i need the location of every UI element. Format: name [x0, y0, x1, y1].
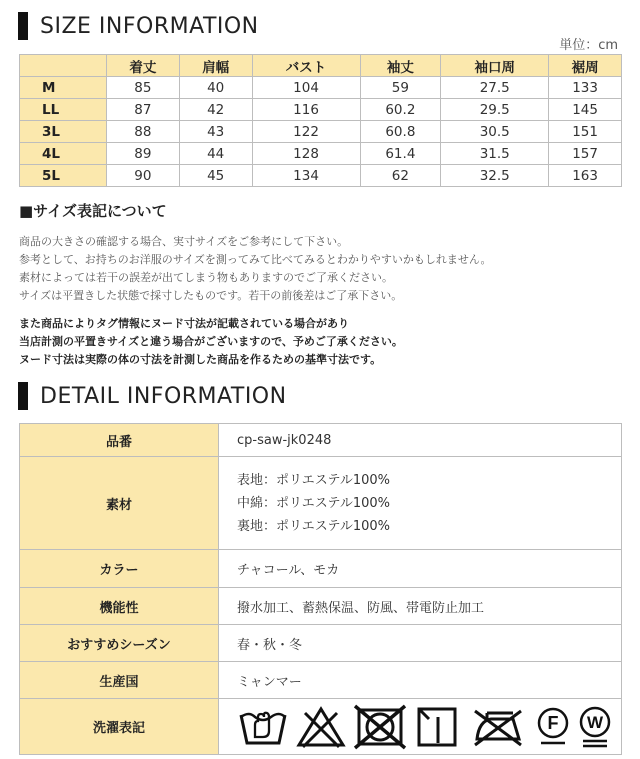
function-value: 撥水加工、蓄熱保温、防風、帯電防止加工: [219, 588, 622, 625]
detail-key: おすすめシーズン: [20, 625, 219, 662]
origin-value: ミャンマー: [219, 662, 622, 699]
dry-clean-f-icon: [535, 705, 571, 749]
size-label: 5L: [20, 165, 107, 187]
table-cell: 27.5: [441, 77, 549, 99]
table-cell: 45: [179, 165, 252, 187]
detail-key: 洗濯表記: [20, 699, 219, 755]
table-row: [20, 77, 622, 99]
table-row: [20, 99, 622, 121]
table-cell: 30.5: [441, 121, 549, 143]
unit-label: 単位：cm: [559, 38, 618, 53]
table-cell: 60.8: [360, 121, 441, 143]
note-line: 参考として、お持ちのお洋服のサイズを測ってみて比べてみるとわかりやすいかもしれません。: [19, 253, 492, 266]
size-notes-heading: ■サイズ表記について: [19, 202, 167, 220]
no-bleach-icon: [295, 705, 347, 749]
season-value: 春・秋・冬: [219, 625, 622, 662]
table-cell: 32.5: [441, 165, 549, 187]
table-cell: 104: [252, 77, 360, 99]
size-table-corner: [20, 55, 107, 77]
col-header: 裾周: [549, 55, 622, 77]
size-label: LL: [20, 99, 107, 121]
table-cell: 61.4: [360, 143, 441, 165]
detail-row-season: [20, 625, 622, 662]
materials: [219, 457, 622, 550]
size-table: [19, 54, 622, 187]
material-line: 表地：ポリエステル100%: [237, 472, 390, 488]
table-cell: 88: [107, 121, 180, 143]
table-cell: 29.5: [441, 99, 549, 121]
col-header: バスト: [252, 55, 360, 77]
table-cell: 85: [107, 77, 180, 99]
table-cell: 59: [360, 77, 441, 99]
table-row: [20, 121, 622, 143]
note-line: 商品の大きさの確認する場合、実寸サイズをご参考にして下さい。: [19, 235, 349, 248]
table-cell: 89: [107, 143, 180, 165]
no-tumble-dry-icon: [353, 704, 407, 750]
col-header: 肩幅: [179, 55, 252, 77]
detail-key: 機能性: [20, 588, 219, 625]
note-bold-line: また商品によりタグ情報にヌード寸法が記載されている場合があり: [19, 317, 349, 330]
table-cell: 90: [107, 165, 180, 187]
note-line: 素材によっては若干の誤差が出てしまう物もありますのでご了承ください。: [19, 271, 393, 284]
header-bar: [18, 382, 28, 410]
size-notes: [19, 200, 629, 369]
table-cell: 145: [549, 99, 622, 121]
line-dry-icon: [413, 705, 461, 749]
table-cell: 42: [179, 99, 252, 121]
hand-wash-icon: [237, 705, 289, 749]
detail-row-material: [20, 457, 622, 550]
detail-key: 素材: [20, 457, 219, 550]
note-line: サイズは平置きした状態で採寸したものです。若干の前後差はご了承下さい。: [19, 289, 403, 302]
table-cell: 128: [252, 143, 360, 165]
material-line: 裏地：ポリエステル100%: [237, 518, 390, 534]
table-row: [20, 165, 622, 187]
table-cell: 62: [360, 165, 441, 187]
detail-key: 品番: [20, 424, 219, 457]
detail-table: [19, 423, 622, 755]
dry-clean-f-letter: F: [547, 712, 559, 733]
wet-clean-w-icon: [577, 705, 613, 749]
header-bar: [18, 12, 28, 40]
detail-row-care: [20, 699, 622, 755]
table-cell: 44: [179, 143, 252, 165]
detail-row-function: [20, 588, 622, 625]
table-cell: 60.2: [360, 99, 441, 121]
col-header: 袖口周: [441, 55, 549, 77]
wet-clean-w-letter: W: [586, 712, 604, 732]
table-cell: 31.5: [441, 143, 549, 165]
table-cell: 151: [549, 121, 622, 143]
detail-key: カラー: [20, 550, 219, 588]
size-table-header-row: [20, 55, 622, 77]
col-header: 着丈: [107, 55, 180, 77]
detail-key: 生産国: [20, 662, 219, 699]
note-bold-line: ヌード寸法は実際の体の寸法を計測した商品を作るための基準寸法です。: [19, 353, 382, 366]
color-value: チャコール、モカ: [219, 550, 622, 588]
care-symbols: [219, 699, 622, 755]
detail-row-color: [20, 550, 622, 588]
no-iron-icon: [467, 705, 529, 749]
size-section-title: SIZE INFORMATION: [40, 13, 259, 39]
table-cell: 133: [549, 77, 622, 99]
table-row: [20, 143, 622, 165]
table-cell: 40: [179, 77, 252, 99]
table-cell: 134: [252, 165, 360, 187]
size-label: 3L: [20, 121, 107, 143]
detail-row-origin: [20, 662, 622, 699]
detail-section-title: DETAIL INFORMATION: [40, 383, 287, 409]
col-header: 袖丈: [360, 55, 441, 77]
product-number: cp-saw-jk0248: [219, 424, 622, 457]
table-cell: 157: [549, 143, 622, 165]
size-section-header: [18, 12, 259, 40]
table-cell: 116: [252, 99, 360, 121]
size-label: 4L: [20, 143, 107, 165]
size-label: M: [20, 77, 107, 99]
table-cell: 43: [179, 121, 252, 143]
table-cell: 122: [252, 121, 360, 143]
detail-section-header: [18, 382, 287, 410]
detail-row-product-no: [20, 424, 622, 457]
table-cell: 87: [107, 99, 180, 121]
material-line: 中綿：ポリエステル100%: [237, 495, 390, 511]
note-bold-line: 当店計測の平置きサイズと違う場合がございますので、予めご了承ください。: [19, 335, 403, 348]
table-cell: 163: [549, 165, 622, 187]
